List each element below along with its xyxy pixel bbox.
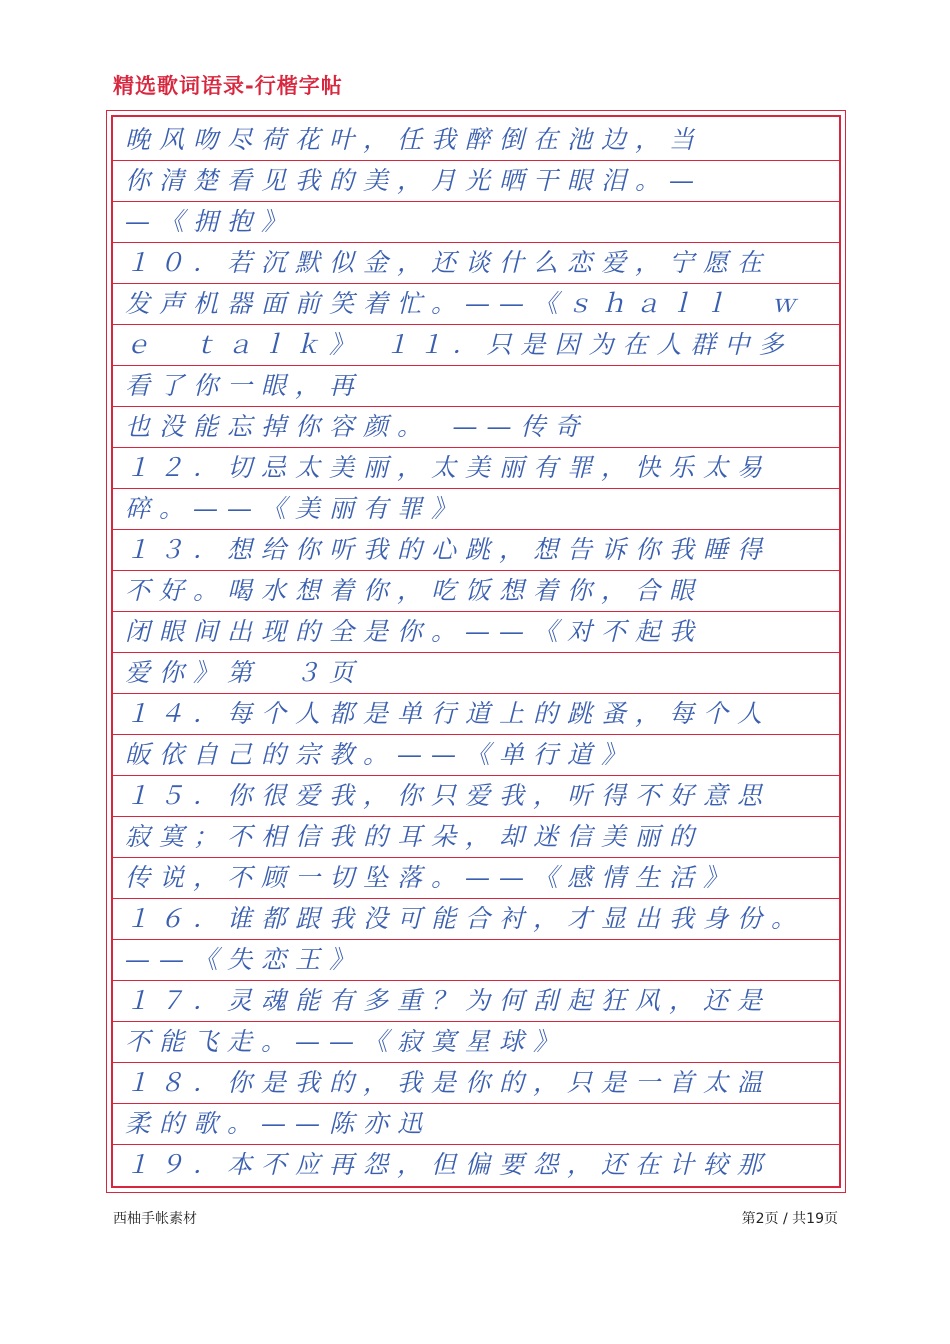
footer-source: 西柚手帐素材 (113, 1211, 197, 1227)
practice-line: １８．你是我的，我是你的，只是一首太温 (113, 1063, 839, 1104)
practice-line: 不好。喝水想着你，吃饭想着你，合眼 (113, 571, 839, 612)
practice-line: １４．每个人都是单行道上的跳蚤，每个人 (113, 694, 839, 735)
practice-line: ——《失恋王》 (113, 940, 839, 981)
practice-line: 看了你一眼，再 (113, 366, 839, 407)
practice-line: 你清楚看见我的美，月光晒干眼泪。— (113, 161, 839, 202)
practice-line: １９．本不应再怨，但偏要怨，还在计较那 (125, 1150, 772, 1179)
practice-line: １３．想给你听我的心跳，想告诉你我睡得 (113, 530, 839, 571)
practice-line: 不能飞走。——《寂寞星球》 (113, 1022, 839, 1063)
practice-line: 碎。——《美丽有罪》 (113, 489, 839, 530)
practice-line: 传说，不顾一切坠落。——《感情生活》 (113, 858, 839, 899)
practice-line: 爱你》第 ３页 (113, 653, 839, 694)
practice-line: 闭眼间出现的全是你。——《对不起我 (113, 612, 839, 653)
practice-line: １５．你很爱我，你只爱我，听得不好意思 (113, 776, 839, 817)
practice-line: １２．切忌太美丽，太美丽有罪，快乐太易 (113, 448, 839, 489)
page-number: 第2页 / 共19页 (741, 1211, 838, 1227)
practice-line: １６．谁都跟我没可能合衬，才显出我身份。 (113, 899, 839, 940)
practice-line: 皈依自己的宗教。——《单行道》 (113, 735, 839, 776)
practice-line: １７．灵魂能有多重？为何刮起狂风，还是 (113, 981, 839, 1022)
practice-line: 晚风吻尽荷花叶，任我醉倒在池边，当 (113, 120, 839, 161)
practice-line: —《拥抱》 (113, 202, 839, 243)
practice-line: 也没能忘掉你容颜。 ——传奇 (113, 407, 839, 448)
practice-line: 寂寞；不相信我的耳朵，却迷信美丽的 (113, 817, 839, 858)
practice-line: ｅ ｔａｌｋ》 １１．只是因为在人群中多 (113, 325, 839, 366)
practice-line: １０．若沉默似金，还谈什么恋爱，宁愿在 (113, 243, 839, 284)
practice-line: 发声机器面前笑着忙。——《ｓｈａｌｌ ｗ (113, 284, 839, 325)
page-title: 精选歌词语录-行楷字帖 (113, 74, 343, 98)
practice-line: 柔的歌。——陈亦迅 (113, 1104, 839, 1145)
